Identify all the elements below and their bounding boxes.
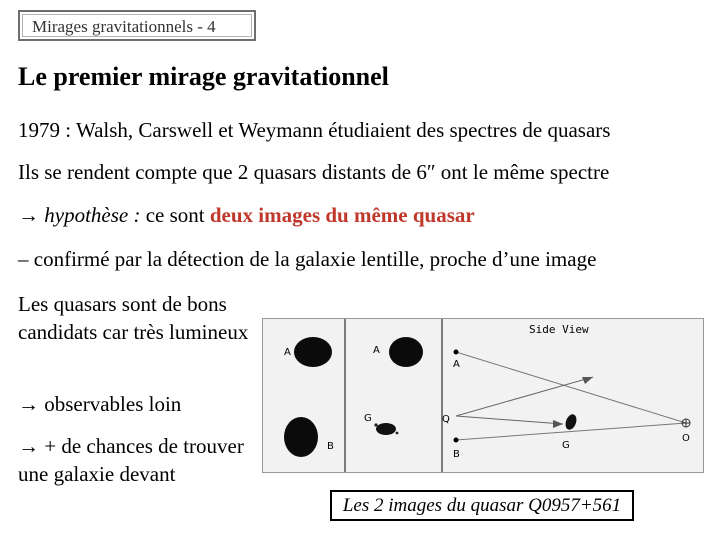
ray-q-up-arrowhead (582, 377, 593, 384)
hypothesis-highlight: deux images du même quasar (209, 203, 475, 227)
quasar-lens-figure (262, 318, 704, 473)
side-label-b: B (453, 449, 460, 460)
ray-from-a (456, 352, 686, 423)
side-galaxy-g (564, 413, 579, 431)
side-label-a: A (453, 359, 460, 370)
hypothesis-mid: ce sont (140, 203, 210, 227)
ray-q-down (456, 416, 563, 424)
panel1-label-a: A (284, 347, 291, 358)
text-line-same-spectrum: Ils se rendent compte que 2 quasars distants de 6″ ont le même spectre (18, 160, 610, 184)
figure-caption: Les 2 images du quasar Q0957+561 (330, 490, 634, 521)
panel1-label-b: B (327, 441, 334, 452)
quasar-image-a-blob (294, 337, 332, 367)
side-point-b (454, 438, 459, 443)
panel2-label-g: G (364, 413, 372, 424)
left-paragraph-candidates: Les quasars sont de bons candidats car très lumineux (18, 292, 249, 344)
slide-header-box (18, 10, 256, 41)
side-label-o: O (682, 433, 690, 444)
figure-svg (263, 319, 703, 472)
side-label-q: Q (442, 414, 450, 425)
galaxy-speck-1 (374, 423, 377, 426)
text-line-confirmed: – confirmé par la détection de la galaxie lentille, proche d’une image (18, 247, 597, 271)
lens-galaxy-blob (376, 423, 396, 435)
left-paragraph-observable: → observables loin (18, 392, 182, 416)
ray-q-up (456, 377, 593, 416)
side-point-a (454, 350, 459, 355)
hypothesis-label: hypothèse : (44, 203, 141, 227)
arrow-prefix: → (18, 203, 45, 227)
side-label-g: G (562, 440, 570, 451)
quasar-image-a-blob-2 (389, 337, 423, 367)
quasar-image-b-blob (284, 417, 318, 457)
left-paragraph-chances: → + de chances de trouver une galaxie devant (18, 434, 244, 486)
galaxy-speck-2 (396, 432, 399, 435)
text-line-discovery: 1979 : Walsh, Carswell et Weymann étudiaient des spectres de quasars (18, 118, 611, 142)
slide-title: Le premier mirage gravitationnel (18, 62, 389, 91)
side-view-title: Side View (529, 323, 589, 336)
panel2-label-a: A (373, 345, 380, 356)
ray-q-down-arrowhead (553, 420, 563, 428)
text-line-hypothesis (18, 203, 475, 228)
slide-header-label: Mirages gravitationnels - 4 (22, 14, 252, 37)
